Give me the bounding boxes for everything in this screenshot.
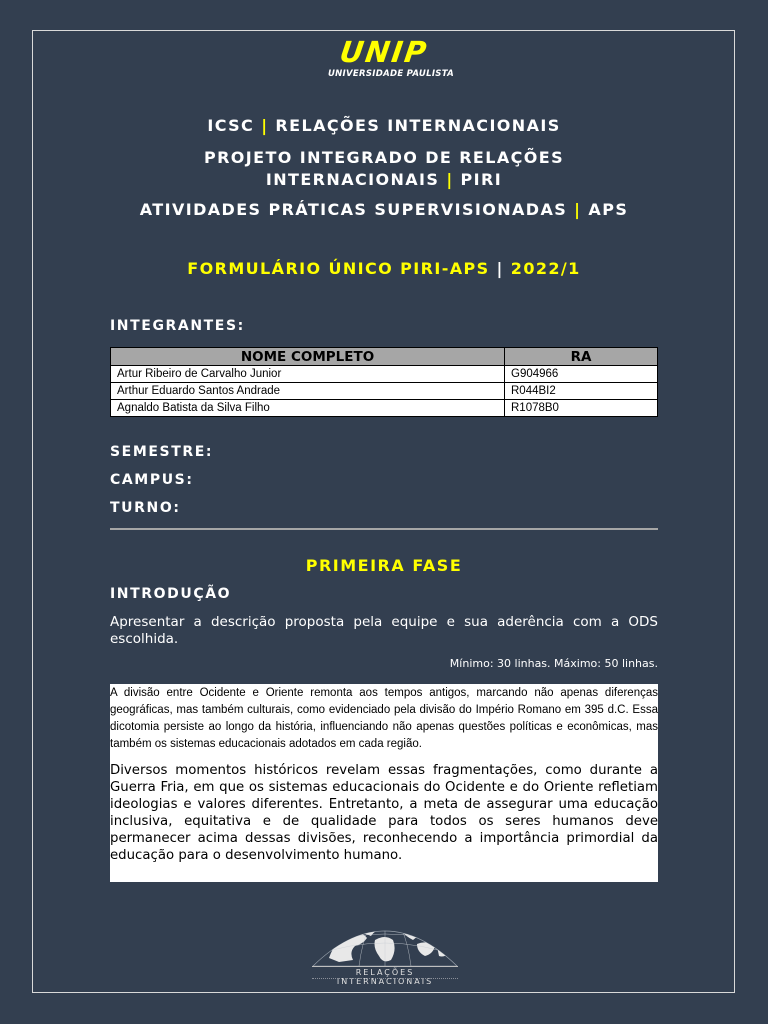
phase-title: PRIMEIRA FASE (305, 556, 463, 575)
table-row (111, 383, 658, 400)
header-separator: | (446, 170, 454, 189)
section-title: INTRODUÇÃO (110, 586, 232, 602)
logo-subtitle: UNIVERSIDADE PAULISTA (327, 69, 455, 79)
answer-paragraph-2: Diversos momentos históricos revelam essas fragmentações, como durante a Guerra Fria, em que os sistemas educacionais do Ocidente e do Oriente refletiam ideologias e valores diferentes. Entretanto, a meta de assegurar uma educação inclusiva, equitativa e de qualidade para todos os seres humanos deve permanecer acima dessas divisões, reconhecendo a importância primordial da educação para o desenvolvimento humano. (110, 763, 658, 863)
form-title-period: 2022/1 (510, 259, 581, 278)
line-limits: Mínimo: 30 linhas. Máximo: 50 linhas. (449, 657, 658, 670)
header-line-2-part1b: INTERNACIONAIS (265, 170, 440, 189)
answer-paragraph-1: A divisão entre Ocidente e Oriente remonta aos tempos antigos, marcando não apenas diferenças geográficas, mas também culturais, como evidenciado pela divisão do Império Romano em 395 d.C. Essa dicotomia persiste ao longo da história, influenciando não apenas questões políticas e econômicas, mas também os sistemas educacionais adotados em cada região. (110, 687, 658, 750)
member-ra: R044BI2 (505, 383, 658, 400)
header-line-2 (0, 147, 768, 191)
header-line-1 (0, 115, 768, 137)
campus-label: CAMPUS: (110, 472, 194, 488)
member-name: Agnaldo Batista da Silva Filho (111, 400, 505, 417)
members-table (110, 347, 658, 417)
header-line-1-part1: ICSC (207, 116, 255, 135)
form-title-separator: | (496, 259, 504, 278)
section-divider (110, 528, 658, 530)
members-label: INTEGRANTES: (110, 318, 245, 334)
semester-label: SEMESTRE: (110, 444, 214, 460)
footer-logo-tagline-decoration (312, 978, 458, 981)
member-name: Artur Ribeiro de Carvalho Junior (111, 366, 505, 383)
table-row (111, 366, 658, 383)
member-ra: G904966 (505, 366, 658, 383)
header-separator: | (574, 200, 582, 219)
header-line-3-part2: APS (588, 200, 629, 219)
header-line-3-part1: ATIVIDADES PRÁTICAS SUPERVISIONADAS (139, 200, 568, 219)
shift-label: TURNO: (110, 500, 181, 516)
unip-logo (0, 36, 768, 79)
header-line-3 (0, 199, 768, 221)
member-name: Arthur Eduardo Santos Andrade (111, 383, 505, 400)
form-title-name: FORMULÁRIO ÚNICO PIRI-APS (187, 259, 490, 278)
section-instruction: Apresentar a descrição proposta pela equipe e sua aderência com a ODS escolhida. (110, 614, 658, 647)
column-header-name: NOME COMPLETO (111, 348, 505, 366)
header-line-2-part2: PIRI (460, 170, 503, 189)
column-header-ra: RA (505, 348, 658, 366)
form-title (0, 258, 768, 280)
footer-logo-caption: RELAÇÕES INTERNACIONAIS (312, 966, 458, 986)
logo-wordmark: UNIP (337, 35, 431, 69)
header-line-2-part1a: PROJETO INTEGRADO DE RELAÇÕES (203, 148, 565, 167)
table-row (111, 400, 658, 417)
table-header-row (111, 348, 658, 366)
header-separator: | (261, 116, 269, 135)
member-ra: R1078B0 (505, 400, 658, 417)
header-line-1-part2: RELAÇÕES INTERNACIONAIS (275, 116, 561, 135)
answer-box (110, 684, 658, 882)
